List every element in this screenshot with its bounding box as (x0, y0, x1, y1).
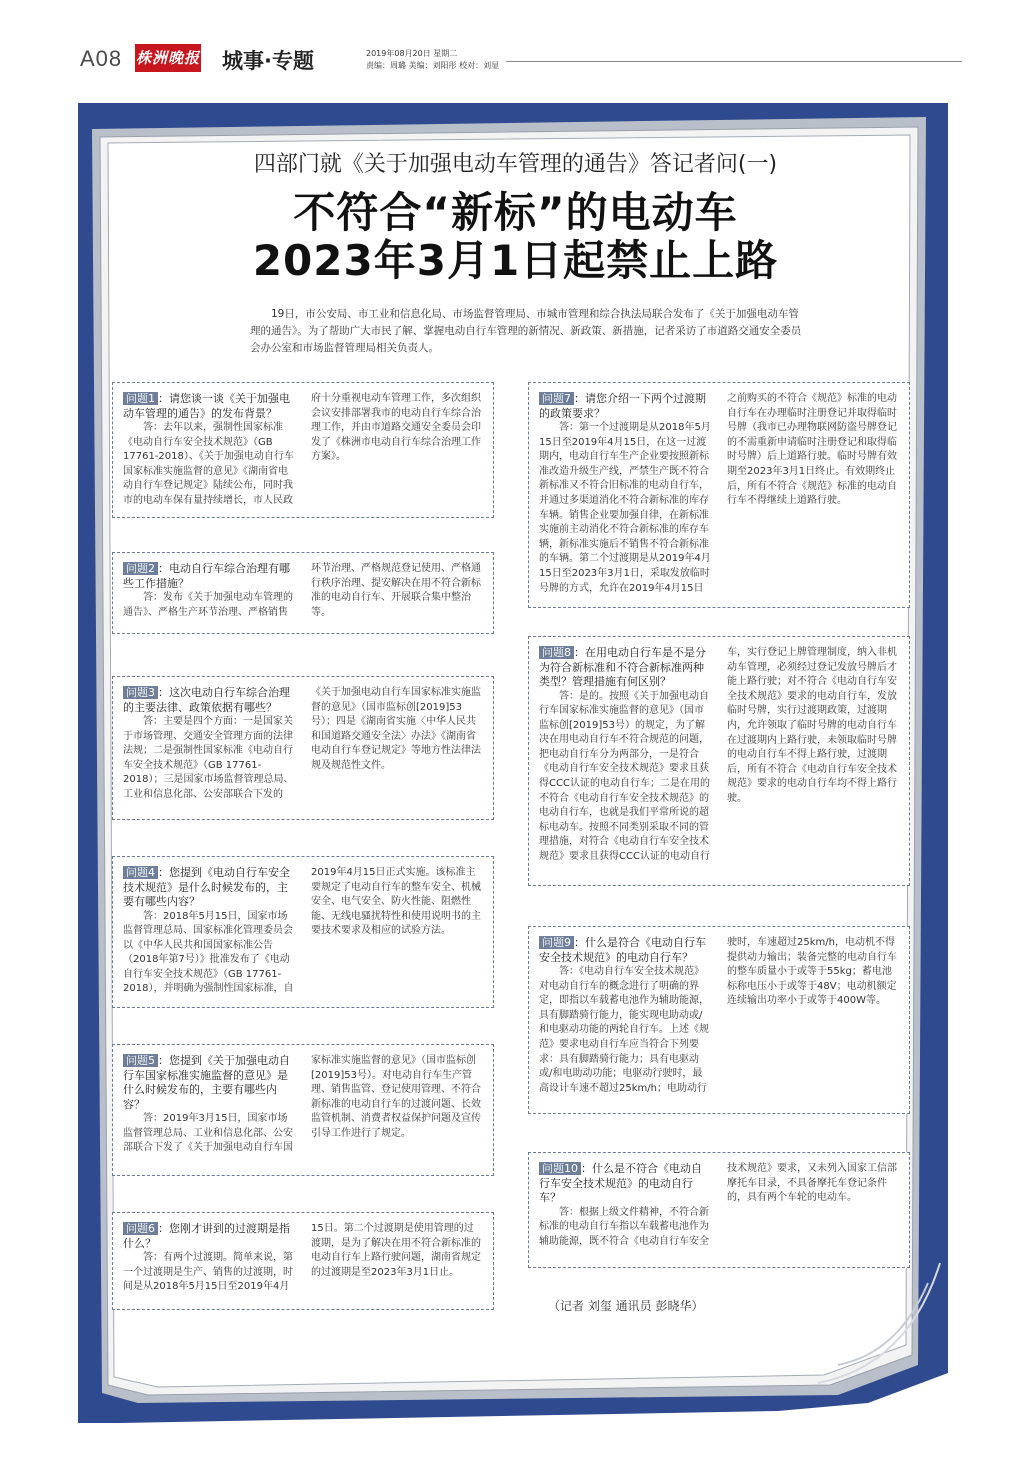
question-1 (123, 392, 295, 421)
qa-box-10 (528, 1152, 910, 1268)
question-tag: 问题5 (123, 1054, 158, 1067)
question-text: ：电动自行车综合治理有哪些工作措施？ (123, 562, 290, 590)
question-tag: 问题7 (539, 392, 574, 405)
byline-credit: （记者 刘玺 通讯员 彭晓华） (548, 1299, 704, 1313)
qa-box-2 (112, 552, 494, 634)
qa-box-7 (528, 382, 910, 608)
question-text: ：在用电动自行车是不是分为符合新标准和不符合新标准两种类型？管理措施有何区别？ (539, 646, 706, 688)
question-tag: 问题8 (539, 646, 574, 659)
question-text: ：请您介绍一下两个过渡期的政策要求？ (539, 392, 706, 420)
answer-10: 答：根据上级文件精神，不符合新标准的电动自行车指以车载蓄电池作为辅助能源，既不符合《电动自行车安全技术规范》要求，又未列入国家工信部摩托车目录，不具备摩托车登记条件的，具有两个车轮的电动车。 (539, 1163, 897, 1247)
headline-line-2: 2023年3月1日起禁止上路 (252, 236, 779, 285)
qa-box-1 (112, 382, 494, 518)
answer-7: 答：第一个过渡期是从2018年5月15日至2019年4月15日，在这一过渡期内，电动自行车生产企业要按照新标准改造升级生产线，严禁生产既不符合新标准又不符合旧标准的电动自行车，并通过多渠道消化不符合新标准的库存车辆。销售企业要加强自律，在新标准实施前主动消化不符合新标准的库存车辆，新标准实施后不销售不符合新标准的车辆。第二个过渡期是从2019年4月15日至2023年3月1日，采取发放临时号牌的方式，允许在2019年4月15日之前购买的不符合《规范》标准的电动自行车在办理临时注册登记并取得临时号牌（我市已办理物联网防盗号牌登记的不需重新申请临时注册登记和取得临时号牌）后上道路行驶。临时号牌有效期至2023年3月1日终止。有效期终止后，所有不符合《规范》标准的电动自行车不得继续上道路行驶。 (539, 393, 897, 594)
answer-1: 答：去年以来，强制性国家标准《电动自行车安全技术规范》（GB 17761-2018）、《关于加强电动自行车国家标准实施监督的意见》《湖南省电动自行车登记规定》陆续公布，同时我市的电动车保有量持续增长，市人民政府十分重视电动车管理工作，多次组织会议安排部署我市的电动自行车综合治理工作，并由市道路交通安全委员会印发了《株洲市电动自行车综合治理工作方案》。 (123, 393, 481, 506)
header-rule (506, 61, 962, 62)
question-9 (539, 936, 711, 965)
answer-6: 答：有两个过渡期。简单来说，第一个过渡期是生产、销售的过渡期，时间是从2018年5月15日至2019年4月15日。第二个过渡期是使用管理的过渡期，是为了解决在用不符合新标准的电动自行车上路行驶问题，湖南省规定的过渡期是至2023年3月1日止。 (123, 1223, 481, 1293)
question-tag: 问题3 (123, 686, 158, 699)
question-3 (123, 686, 295, 715)
question-text: ：您提到《电动自行车安全技术规范》是什么时候发布的，主要有哪些内容？ (123, 866, 290, 908)
question-text: ：什么是不符合《电动自行车安全技术规范》的电动自行车？ (539, 1162, 702, 1204)
qa-box-6 (112, 1212, 494, 1310)
editor-credits: 责编：周璐 美编：刘阳彤 校对：刘显 (366, 61, 500, 70)
question-text: ：请您谈一谈《关于加强电动车管理的通告》的发布背景？ (123, 392, 290, 420)
issue-date: 2019年08月20日 星期二 (366, 49, 458, 58)
question-text: ：您提到《关于加强电动自行车国家标准实施监督的意见》是什么时候发布的，主要有哪些内容？ (123, 1054, 290, 1111)
question-10 (539, 1162, 711, 1206)
question-tag: 问题2 (123, 562, 158, 575)
question-tag: 问题4 (123, 866, 158, 879)
headline-line-1: 不符合“新标”的电动车 (293, 188, 738, 237)
answer-3: 答：主要是四个方面：一是国家关于市场管理、交通安全管理方面的法律法规；二是强制性国家标准《电动自行车安全技术规范》（GB 17761-2018）；三是国家市场监督管理总局、工业和信息化部、公安部联合下发的《关于加强电动自行车国家标准实施监督的意见》（国市监标创[2019]53号）；四是《湖南省实施〈中华人民共和国道路交通安全法〉办法》《湖南省电动自行车登记规定》等地方性法律法规及规范性文件。 (123, 687, 481, 800)
question-7 (539, 392, 711, 421)
question-text: ：这次电动自行车综合治理的主要法律、政策依据有哪些？ (123, 686, 290, 714)
question-text: ：您刚才讲到的过渡期是指什么？ (123, 1222, 290, 1250)
qa-box-3 (112, 676, 494, 820)
question-tag: 问题6 (123, 1222, 158, 1235)
section-title: 城事·专题 (222, 49, 314, 73)
question-6 (123, 1222, 295, 1251)
question-2 (123, 562, 295, 591)
answer-5: 答：2019年3月15日，国家市场监督管理总局、工业和信息化部、公安部联合下发了《关于加强电动自行车国家标准实施监督的意见》（国市监标创[2019]53号）。对电动自行车生产管理、销售监管、登记使用管理、不符合新标准的电动自行车的过渡问题、长效监管机制、消费者权益保护问题及宣传引导工作进行了规定。 (123, 1055, 481, 1154)
lead-paragraph: 19日，市公安局、市工业和信息化局、市场监督管理局、市城市管理和综合执法局联合发布了《关于加强电动车管理的通告》。为了帮助广大市民了解、掌握电动自行车管理的新情况、新政策、新措施，记者采访了市道路交通安全委员会办公室和市场监督管理局相关负责人。 (250, 308, 802, 354)
question-5 (123, 1054, 295, 1112)
question-tag: 问题9 (539, 936, 574, 949)
question-8 (539, 646, 711, 690)
qa-box-8 (528, 636, 910, 886)
qa-box-5 (112, 1044, 494, 1176)
answer-8: 答：是的。按照《关于加强电动自行车国家标准实施监督的意见》（国市监标创[2019]53号）的规定，为了解决在用电动自行车不符合规范的问题，把电动自行车分为两部分，一是符合《电动自行车安全技术规范》要求且获得CCC认证的电动自行车；二是在用的不符合《电动自行车安全技术规范》的电动自行车，也就是我们平常所说的超标电动车。按照不同类别采取不同的管理措施，对符合《电动自行车安全技术规范》要求且获得CCC认证的电动自行车，实行登记上牌管理制度，纳入非机动车管理，必须经过登记发放号牌后才能上路行驶；对不符合《电动自行车安全技术规范》要求的电动自行车，发放临时号牌，实行过渡期政策，过渡期内，允许领取了临时号牌的电动自行车在过渡期内上路行驶，未领取临时号牌的电动自行车不得上路行驶，过渡期后，所有不符合《电动自行车安全技术规范》要求的电动自行车均不得上路行驶。 (539, 647, 897, 863)
page-number: A08 (80, 46, 123, 71)
question-text: ：什么是符合《电动自行车安全技术规范》的电动自行车？ (539, 936, 706, 964)
answer-2: 答：发布《关于加强电动车管理的通告》、严格生产环节治理、严格销售环节治理、严格规范登记使用、严格通行秩序治理、提安解决在用不符合新标准的电动自行车、开展联合集中整治等。 (123, 563, 481, 618)
qa-box-9 (528, 926, 910, 1114)
question-4 (123, 866, 295, 910)
subtitle: 四部门就《关于加强电动车管理的通告》答记者问(一) (253, 152, 778, 177)
answer-9: 答：《电动自行车安全技术规范》对电动自行车的概念进行了明确的界定，即指以车载蓄电池作为辅助能源，具有脚踏骑行能力，能实现电助动或/和电驱动功能的两轮自行车。上述《规范》要求电动自行车应当符合下列要求：具有脚踏骑行能力；具有电驱动或/和电助动功能；电驱动行驶时，最高设计车速不超过25km/h；电助动行驶时，车速超过25km/h，电动机不得提供动力输出；装备完整的电动自行车的整车质量小于或等于55kg；蓄电池标称电压小于或等于48V；电动机额定连续输出功率小于或等于400W等。 (539, 937, 897, 1094)
qa-box-4 (112, 856, 494, 1008)
answer-4: 答：2018年5月15日，国家市场监督管理总局、国家标准化管理委员会以《中华人民共和国国家标准公告（2018年第7号）》批准发布了《电动自行车安全技术规范》（GB 17761-2018），并明确为强制性国家标准，自2019年4月15日正式实施。该标准主要规定了电动自行车的整车安全、机械安全、电气安全、防火性能、阻燃性能、无线电骚扰特性和使用说明书的主要技术要求及相应的试验方法。 (123, 867, 481, 995)
newspaper-logo: 株洲晚报 (135, 44, 201, 72)
question-tag: 问题10 (539, 1162, 581, 1175)
question-tag: 问题1 (123, 392, 158, 405)
